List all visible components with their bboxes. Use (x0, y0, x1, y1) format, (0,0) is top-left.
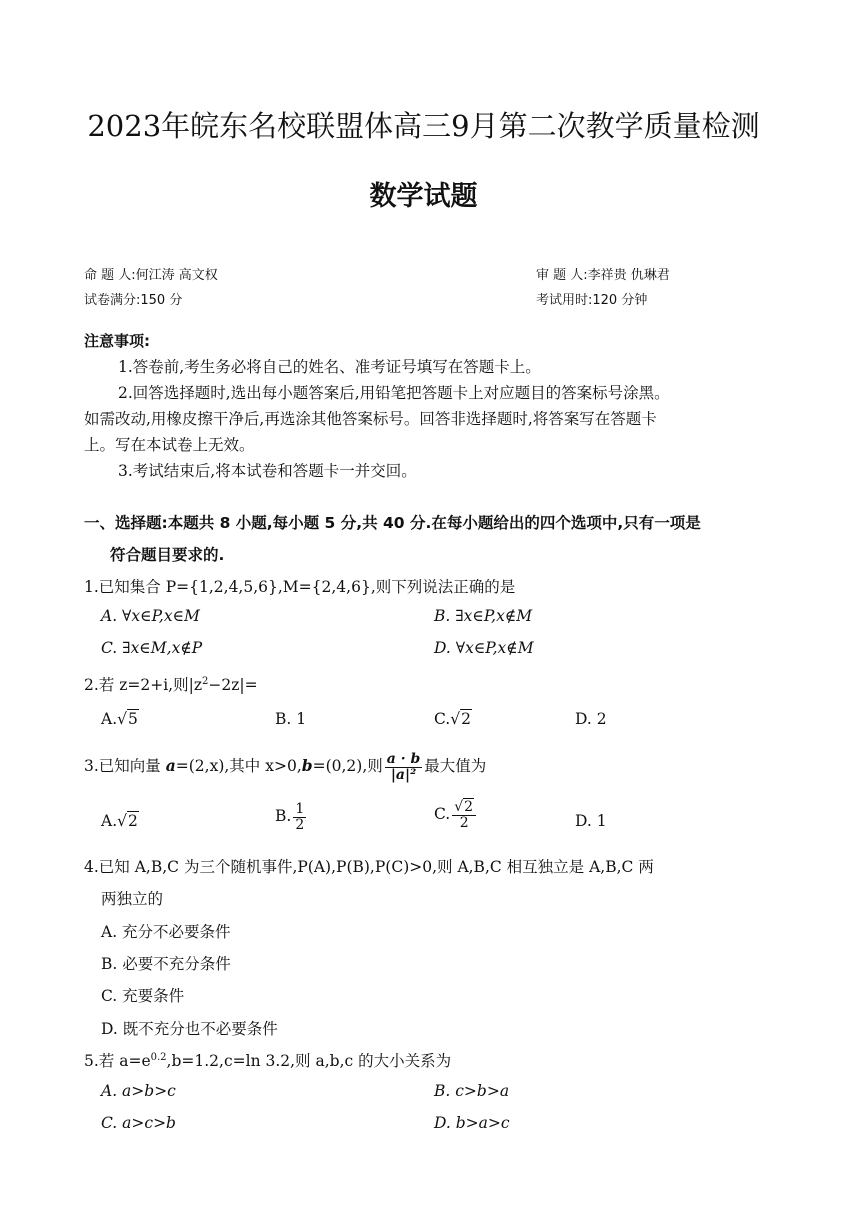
question-1-option-a: A. ∀x∈P,x∈M (101, 607, 200, 625)
question-2-option-d: D. 2 (575, 710, 607, 728)
fraction-numerator: 1 (295, 801, 305, 817)
question-3-b-def: =(0,2),则 (312, 757, 383, 776)
question-3-option-a (101, 812, 139, 830)
exam-subject: 数学试题 (369, 181, 478, 212)
reviewers-info: 审 题 人:李祥贵 仇琳君 (536, 268, 670, 283)
radicand: 2 (464, 799, 474, 815)
option-c-label: C. (434, 805, 451, 824)
notice-heading: 注意事项: (84, 332, 150, 350)
question-1-option-d: D. ∀x∈P,x∉M (434, 639, 534, 657)
fraction-numerator: √2 (452, 800, 476, 816)
fraction (293, 802, 306, 832)
section-1-heading-cont: 符合题目要求的. (110, 546, 225, 564)
fraction-denominator: |a|² (390, 766, 417, 783)
sqrt-symbol: √2 (117, 812, 138, 830)
question-5-stem-post: ,b=1.2,c=ln 3.2,则 a,b,c 的大小关系为 (166, 1052, 452, 1070)
vector-a: a (165, 756, 176, 776)
fraction-denominator: 2 (459, 814, 469, 831)
question-4-option-c: C. 充要条件 (101, 987, 185, 1005)
section-1-heading: 一、选择题:本题共 8 小题,每小题 5 分,共 40 分.在每小题给出的四个选项中,只有一项是 (84, 514, 701, 532)
question-3-option-d: D. 1 (575, 812, 607, 830)
question-2-option-b: B. 1 (275, 710, 307, 728)
question-3-option-c (434, 800, 478, 830)
vector-b: b (301, 756, 313, 776)
option-c-label: C. (434, 710, 451, 728)
question-4-stem: 4.已知 A,B,C 为三个随机事件,P(A),P(B),P(C)>0,则 A,B,C 相互独立是 A,B,C 两 (84, 858, 654, 876)
sqrt-symbol: √2 (450, 710, 471, 728)
question-1-option-b: B. ∃x∈P,x∉M (434, 607, 533, 625)
question-2-stem (84, 673, 258, 695)
question-3-fraction (385, 752, 422, 782)
question-3-stem-post: 最大值为 (424, 757, 487, 776)
question-2-stem-sup: 2 (202, 675, 209, 687)
question-5-stem-pre: 5.若 a=e (84, 1052, 151, 1070)
notice-item-1: 1.答卷前,考生务必将自己的姓名、准考证号填写在答题卡上。 (118, 358, 541, 376)
notice-item-2-line-2: 如需改动,用橡皮擦干净后,再选涂其他答案标号。回答非选择题时,将答案写在答题卡 (84, 410, 657, 428)
question-4-stem-cont: 两独立的 (101, 890, 164, 908)
question-3-stem-pre: 3.已知向量 (84, 757, 166, 776)
question-3-stem (84, 752, 486, 782)
full-score-info: 试卷满分:150 分 (84, 293, 183, 308)
option-a-label: A. (101, 812, 118, 830)
radicand: 2 (128, 812, 138, 830)
question-4-option-b: B. 必要不充分条件 (101, 955, 231, 973)
question-1-option-c: C. ∃x∈M,x∉P (101, 639, 203, 657)
radicand: 5 (128, 710, 138, 728)
question-5-option-c: C. a>c>b (101, 1114, 176, 1132)
question-4-option-d: D. 既不充分也不必要条件 (101, 1020, 278, 1038)
sqrt-symbol: √5 (117, 710, 138, 728)
notice-item-3: 3.考试结束后,将本试卷和答题卡一并交回。 (118, 462, 417, 480)
question-2-stem-post: −2z|= (208, 676, 258, 694)
question-1-stem: 1.已知集合 P={1,2,4,5,6},M={2,4,6},则下列说法正确的是 (84, 578, 516, 596)
option-a-label: A. (101, 710, 118, 728)
question-4-option-a: A. 充分不必要条件 (101, 923, 231, 941)
question-5-stem (84, 1049, 451, 1071)
exam-title: 2023年皖东名校联盟体高三9月第二次教学质量检测 (87, 109, 760, 143)
duration-info: 考试用时:120 分钟 (536, 293, 648, 308)
fraction-numerator: a · b (386, 751, 421, 767)
question-5-option-b: B. c>b>a (434, 1082, 510, 1100)
notice-item-2-line-1: 2.回答选择题时,选出每小题答案后,用铅笔把答题卡上对应题目的答案标号涂黑。 (118, 384, 670, 402)
question-3-a-def: =(2,x),其中 x>0, (175, 757, 302, 776)
notice-item-2-line-3: 上。写在本试卷上无效。 (84, 436, 255, 454)
question-5-option-a: A. a>b>c (101, 1082, 176, 1100)
question-2-option-a (101, 710, 139, 728)
question-5-stem-sup: 0.2 (150, 1051, 167, 1063)
question-2-option-c (434, 710, 472, 728)
authors-info: 命 题 人:何江涛 高文权 (84, 268, 218, 283)
question-5-option-d: D. b>a>c (434, 1114, 510, 1132)
radicand: 2 (461, 710, 471, 728)
question-2-stem-pre: 2.若 z=2+i,则|z (84, 676, 202, 694)
fraction (452, 800, 476, 830)
option-b-label: B. (275, 807, 292, 826)
question-3-option-b (275, 802, 308, 832)
fraction-denominator: 2 (295, 816, 305, 833)
